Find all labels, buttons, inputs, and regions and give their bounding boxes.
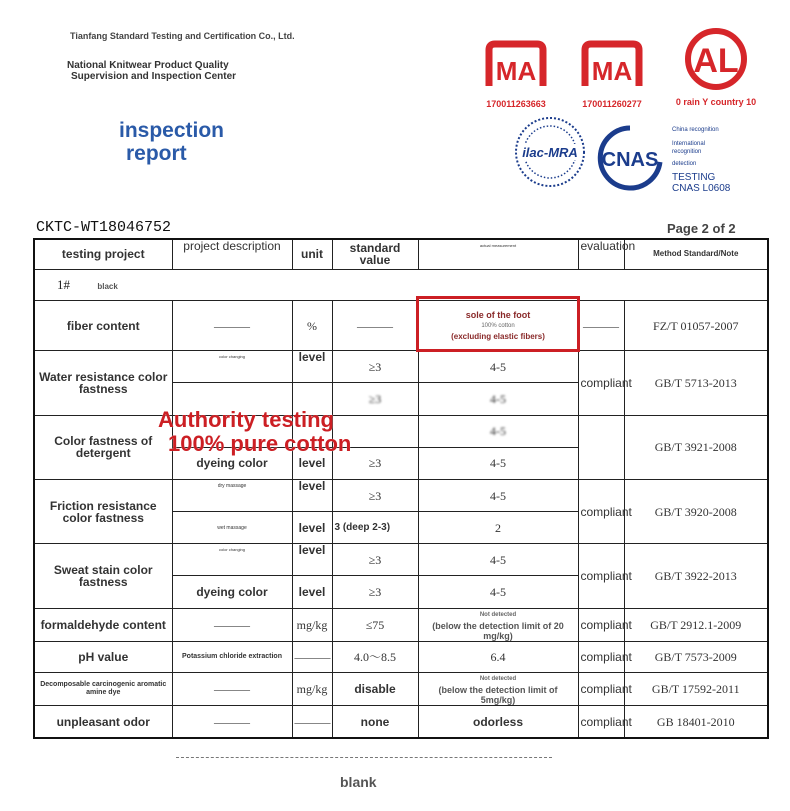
standard-cell: 3 (deep 2-3) <box>332 512 418 544</box>
center-line-1: National Knitwear Product Quality <box>67 60 229 71</box>
evaluation-cell: ——— <box>578 300 624 350</box>
actual-line: 100% cotton <box>481 322 515 329</box>
unit-cell: level <box>292 576 332 608</box>
standard-cell: ≥3 <box>332 544 418 576</box>
header-evaluation: evaluation <box>578 239 624 269</box>
evaluation-cell: compliant <box>578 608 624 641</box>
actual-cell: 4-5 <box>418 383 578 415</box>
actual-cell: 2 <box>418 512 578 544</box>
unit-cell: level <box>292 479 332 511</box>
cnas-testing-label: TESTING <box>672 172 716 183</box>
header-standard-value: standard value <box>332 239 418 269</box>
actual-cell <box>418 673 578 706</box>
desc-cell: dry massage <box>172 479 292 511</box>
table-row <box>34 300 768 350</box>
header-actual-measurement: actual measurement <box>418 239 578 269</box>
actual-cell: 4-5 <box>418 544 578 576</box>
cnas-logo <box>594 124 668 195</box>
standard-cell: ≥3 <box>332 479 418 511</box>
actual-line: Not detected <box>479 676 517 683</box>
svg-text:AL: AL <box>693 42 739 80</box>
method-cell: GB/T 7573-2009 <box>624 641 768 672</box>
cma-number-1: 170011263663 <box>486 99 546 109</box>
unit-cell: mg/kg <box>292 608 332 641</box>
unit-cell: ——— <box>292 706 332 738</box>
svg-text:CNAS: CNAS <box>601 149 659 171</box>
table-header-row <box>34 239 768 269</box>
company-name: Tianfang Standard Testing and Certification Co., Ltd. <box>70 31 295 41</box>
unit-cell: % <box>292 300 332 350</box>
standard-cell: 4.0～8.5 <box>332 641 418 672</box>
standard-cell: ≤75 <box>332 608 418 641</box>
actual-cell: 4-5 <box>418 447 578 479</box>
standard-cell: ≥3 <box>332 576 418 608</box>
blank-divider <box>176 757 552 758</box>
method-cell: GB/T 2912.1-2009 <box>624 608 768 641</box>
cma-logo-icon <box>577 40 647 92</box>
unit-cell: mg/kg <box>292 673 332 706</box>
center-line-2: Supervision and Inspection Center <box>71 71 237 82</box>
cma-seal-2 <box>574 40 650 109</box>
desc-cell: dyeing color <box>172 576 292 608</box>
overlay-authority-testing: Authority testing <box>158 407 334 432</box>
desc-cell: color changing <box>172 544 292 576</box>
standard-cell: disable <box>332 673 418 706</box>
table-row <box>34 415 768 447</box>
item-ph-value: pH value <box>34 641 172 672</box>
inspection-results-table <box>33 238 769 739</box>
evaluation-cell: compliant <box>578 706 624 738</box>
item-formaldehyde: formaldehyde content <box>34 608 172 641</box>
cma-number-2: 170011260277 <box>582 99 642 109</box>
table-row <box>34 544 768 576</box>
svg-text:ilac-MRA: ilac-MRA <box>522 145 578 160</box>
page-indicator: Page 2 of 2 <box>667 221 736 236</box>
header-unit: unit <box>292 239 332 269</box>
desc-cell: color changing <box>172 351 292 383</box>
item-fiber-content: fiber content <box>34 300 172 350</box>
overlay-pure-cotton: 100% pure cotton <box>168 431 352 456</box>
item-unpleasant-odor: unpleasant odor <box>34 706 172 738</box>
method-cell: GB/T 3921-2008 <box>624 415 768 479</box>
unit-cell: level <box>292 447 332 479</box>
desc-cell: ——— <box>172 300 292 350</box>
blank-label: blank <box>340 774 377 790</box>
sample-number: 1# <box>57 276 70 292</box>
unit-cell: ——— <box>292 641 332 672</box>
ilac-mra-icon <box>514 114 586 190</box>
cnas-info-line: detection <box>672 161 697 167</box>
standard-cell: none <box>332 706 418 738</box>
document-number: CKTC-WT18046752 <box>36 219 172 236</box>
report-title-line-2: report <box>126 142 187 165</box>
actual-cell: odorless <box>418 706 578 738</box>
header-testing-project: testing project <box>34 239 172 269</box>
item-aromatic-amine: Decomposable carcinogenic aromatic amine dye <box>34 673 172 706</box>
standard-cell: ——— <box>332 300 418 350</box>
item-sweat-stain: Sweat stain color fastness <box>34 544 172 608</box>
cnas-info-line: recognition <box>672 149 702 155</box>
method-cell: GB/T 5713-2013 <box>624 351 768 415</box>
evaluation-cell: compliant <box>578 544 624 608</box>
sample-cell <box>34 269 768 300</box>
evaluation-cell <box>578 415 624 479</box>
table-row <box>34 706 768 738</box>
method-cell: GB/T 3920-2008 <box>624 479 768 543</box>
highlight-box <box>416 296 580 352</box>
actual-line: sole of the foot <box>465 309 531 320</box>
inspection-center-name <box>67 60 236 82</box>
standard-cell: ≥3 <box>332 383 418 415</box>
sample-color: black <box>97 281 118 291</box>
evaluation-cell: compliant <box>578 479 624 543</box>
cal-seal <box>668 26 764 107</box>
cnas-info-line: China recognition <box>672 127 719 133</box>
item-water-resistance: Water resistance color fastness <box>34 351 172 415</box>
table-row <box>34 351 768 383</box>
cnas-icon <box>594 124 668 190</box>
actual-cell: 4-5 <box>418 415 578 447</box>
cma-seal-1 <box>478 40 554 109</box>
cnas-info-line: International <box>672 141 706 147</box>
desc-cell: ——— <box>172 706 292 738</box>
actual-cell: 4-5 <box>418 576 578 608</box>
table-row <box>34 673 768 706</box>
cal-number: 0 rain Y country 10 <box>675 97 757 107</box>
svg-text:MA: MA <box>591 56 633 86</box>
ilac-mra-logo <box>514 114 586 195</box>
cnas-number: CNAS L0608 <box>672 183 731 194</box>
standard-cell: ≥3 <box>332 351 418 383</box>
evaluation-cell: compliant <box>578 351 624 415</box>
item-friction-resistance: Friction resistance color fastness <box>34 479 172 543</box>
header-method-standard: Method Standard/Note <box>624 239 768 269</box>
method-cell: FZ/T 01057-2007 <box>624 300 768 350</box>
unit-cell: level <box>292 544 332 576</box>
table-row <box>34 641 768 672</box>
desc-cell: ——— <box>172 608 292 641</box>
desc-cell: Potassium chloride extraction <box>172 641 292 672</box>
cma-logo-icon <box>481 40 551 92</box>
method-cell: GB 18401-2010 <box>624 706 768 738</box>
table-row <box>34 479 768 511</box>
unit-cell: level <box>292 351 332 383</box>
desc-cell: dyeing color <box>172 447 292 479</box>
actual-cell: 4-5 <box>418 479 578 511</box>
cnas-info <box>672 126 730 194</box>
desc-cell: ——— <box>172 673 292 706</box>
actual-cell <box>418 608 578 641</box>
table-row <box>34 608 768 641</box>
sample-row <box>34 269 768 300</box>
evaluation-cell: compliant <box>578 673 624 706</box>
actual-line: (excluding elastic fibers) <box>451 331 545 341</box>
desc-cell: wet massage <box>172 512 292 544</box>
evaluation-cell: compliant <box>578 641 624 672</box>
item-detergent-fastness: Color fastness of detergent <box>34 415 172 479</box>
actual-line: (below the detection limit of 20 mg/kg) <box>432 620 564 641</box>
method-cell: GB/T 3922-2013 <box>624 544 768 608</box>
cal-logo-icon <box>682 26 750 92</box>
actual-cell: 4-5 <box>418 351 578 383</box>
actual-line: Not detected <box>479 611 517 618</box>
unit-cell: level <box>292 512 332 544</box>
svg-text:MA: MA <box>495 56 537 86</box>
report-title-line-1: inspection <box>119 119 225 142</box>
method-cell: GB/T 17592-2011 <box>624 673 768 706</box>
actual-cell: 6.4 <box>418 641 578 672</box>
standard-cell: ≥3 <box>332 447 418 479</box>
header-project-description: project description <box>172 239 292 269</box>
actual-line: (below the detection limit of 5mg/kg) <box>438 685 558 706</box>
